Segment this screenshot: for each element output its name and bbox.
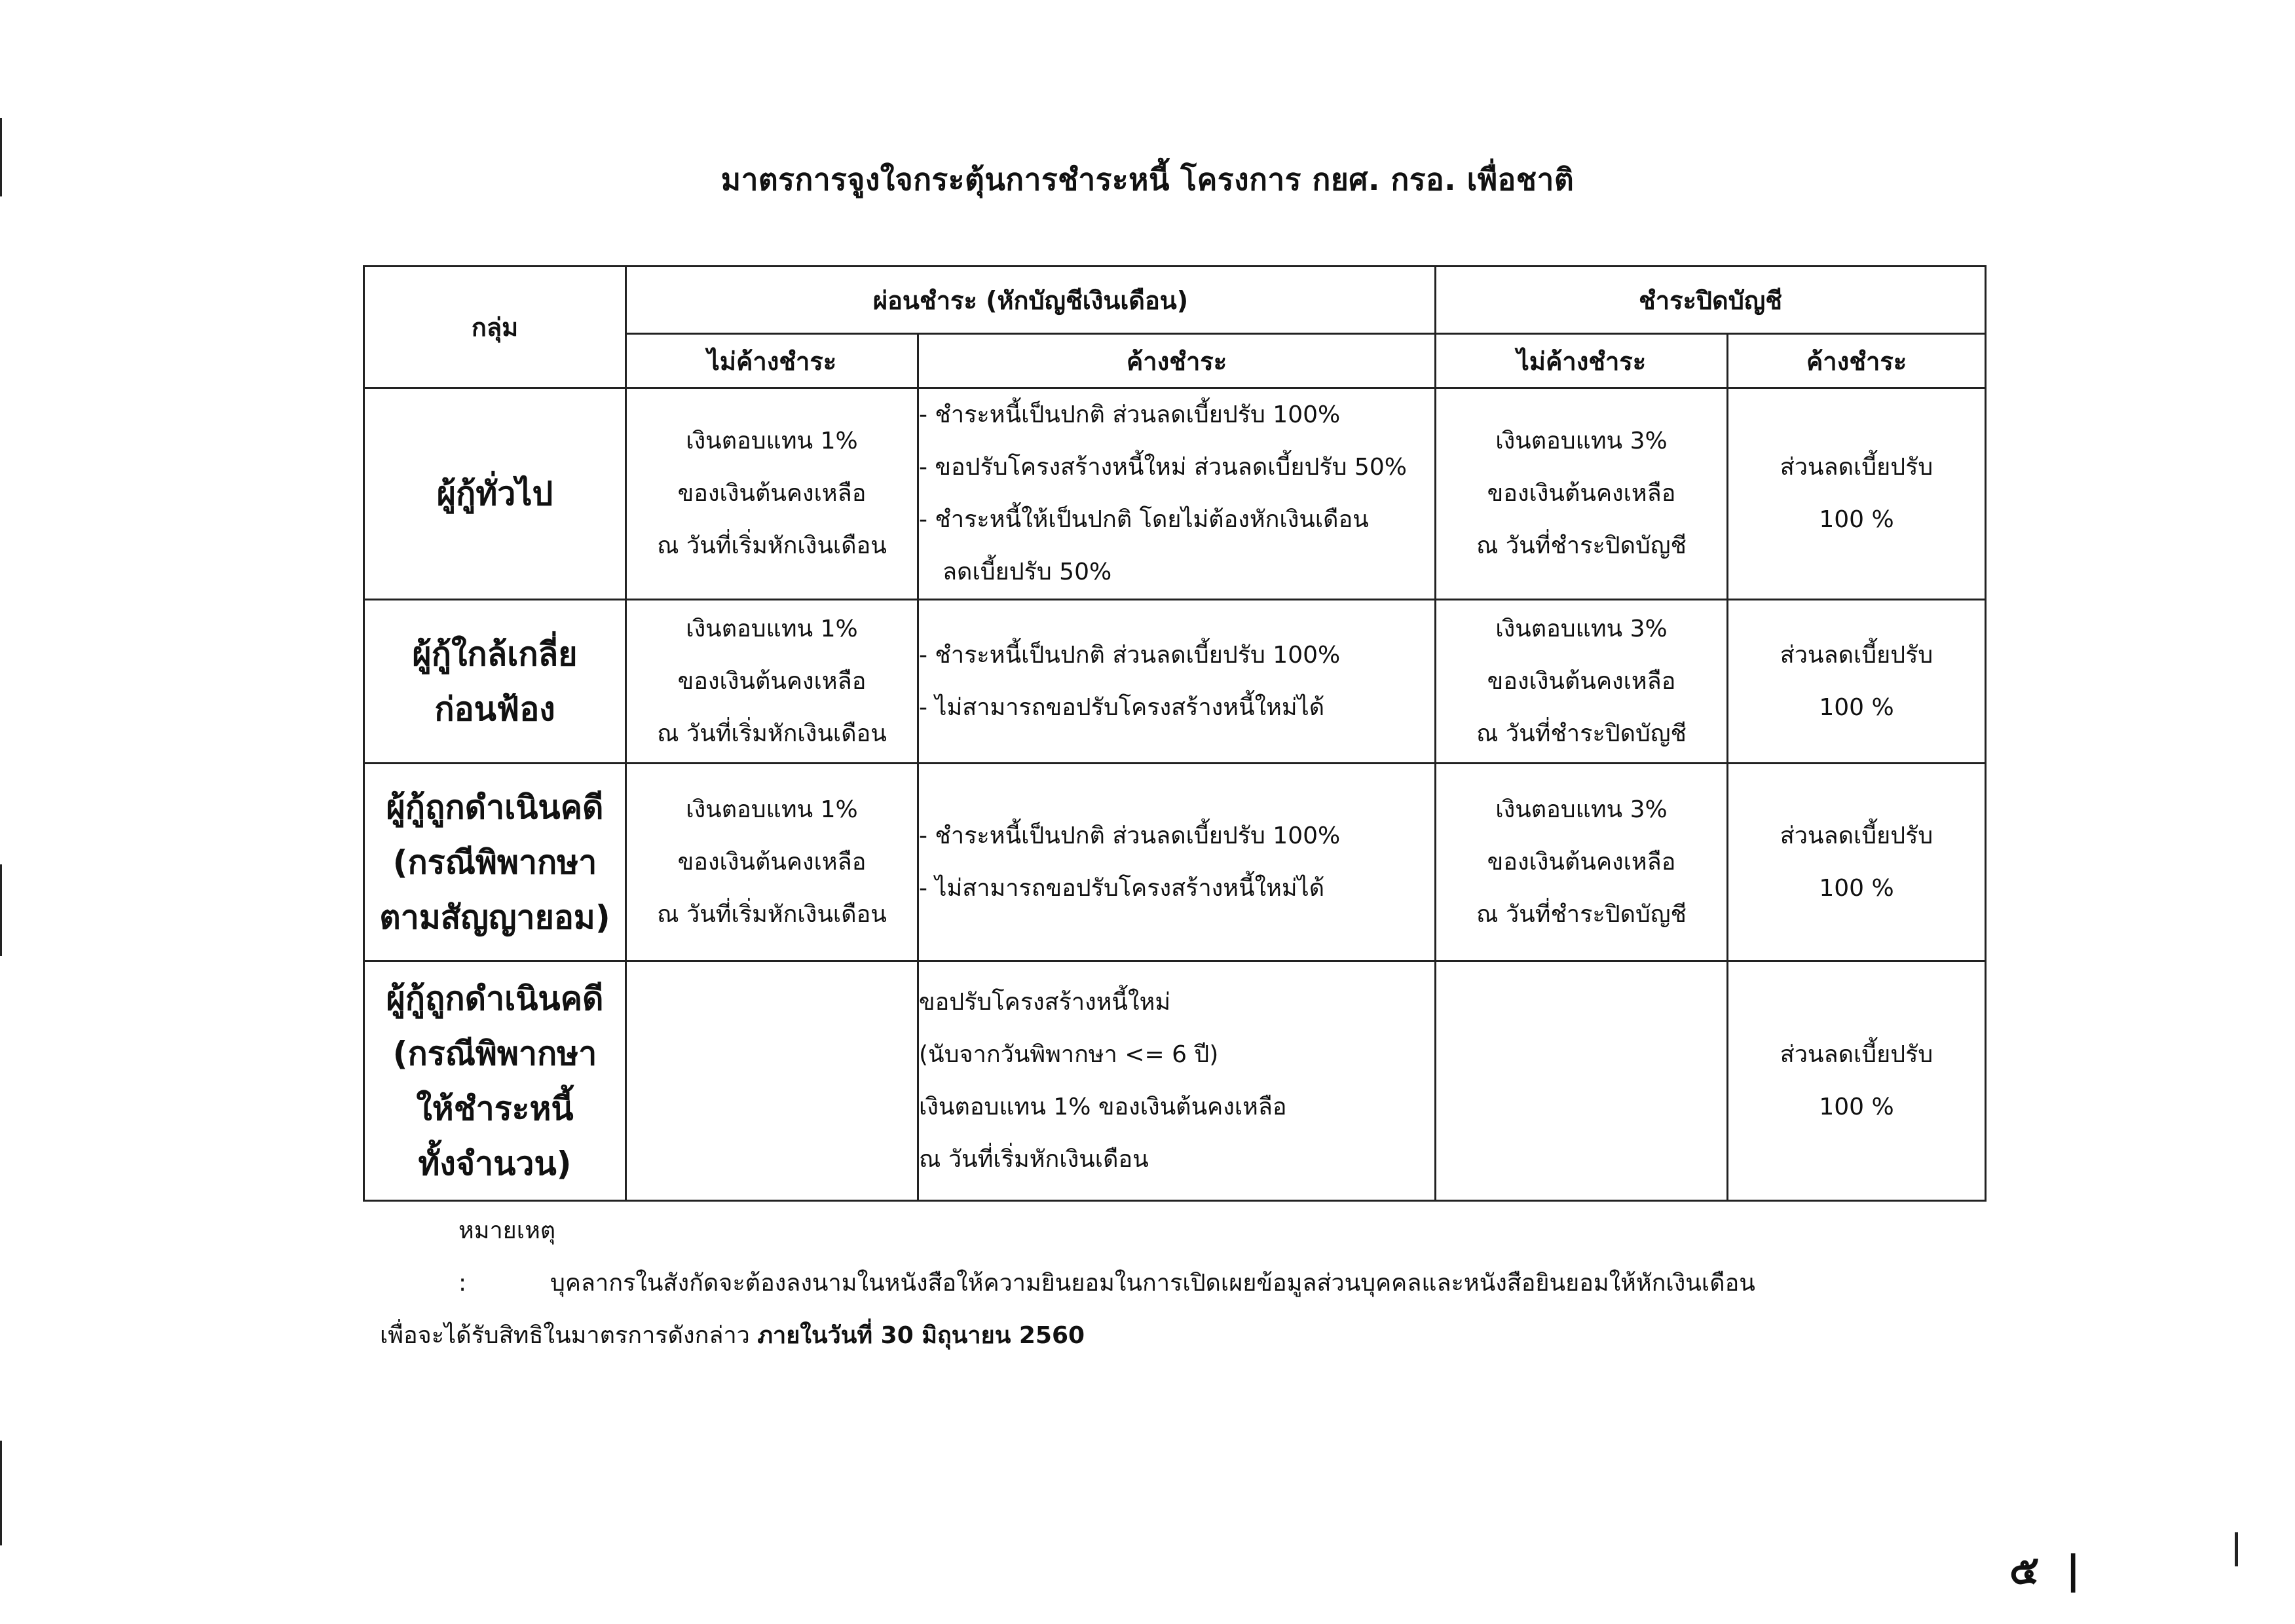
- cell-line: - ชำระหนี้ให้เป็นปกติ โดยไม่ต้องหักเงินเดือน: [919, 506, 1369, 533]
- cell-line: เงินตอบแทน 3%: [1495, 796, 1668, 823]
- close-overdue-cell: [1728, 600, 1986, 764]
- page-number: ๕ |: [2009, 1547, 2087, 1593]
- close-not-overdue-cell: [1436, 600, 1728, 764]
- scan-edge-mark: [0, 118, 2, 196]
- cell-line: ณ วันที่ชำระปิดบัญชี: [1476, 720, 1687, 747]
- cell-line: ส่วนลดเบี้ยปรับ: [1780, 454, 1933, 481]
- footnote-text-1: บุคลากรในสังกัดจะต้องลงนามในหนังสือให้ความยินยอมในการเปิดเผยข้อมูลส่วนบุคคลและหนังสือยินยอมให้หักเงินเดือน: [550, 1270, 1755, 1297]
- cell-line: - ชำระหนี้เป็นปกติ ส่วนลดเบี้ยปรับ 100%: [919, 401, 1341, 428]
- installment-not-overdue-cell: [626, 600, 918, 764]
- measures-table: [363, 265, 1987, 1202]
- header-installment: ผ่อนชำระ (หักบัญชีเงินเดือน): [626, 267, 1436, 334]
- cell-line: ของเงินต้นคงเหลือ: [677, 667, 867, 695]
- table-row: [364, 961, 1986, 1201]
- footnote-deadline: ภายในวันที่ 30 มิถุนายน 2560: [757, 1322, 1085, 1349]
- group-cell: [364, 388, 626, 600]
- installment-overdue-cell: [918, 961, 1436, 1201]
- close-overdue-cell: [1728, 764, 1986, 961]
- cell-line: ส่วนลดเบี้ยปรับ: [1780, 1041, 1933, 1068]
- cell-line: - ชำระหนี้เป็นปกติ ส่วนลดเบี้ยปรับ 100%: [919, 641, 1341, 669]
- group-label: (กรณีพิพากษา: [392, 1034, 597, 1073]
- header-group: กลุ่ม: [364, 267, 626, 388]
- group-cell: [364, 961, 626, 1201]
- header-installment-not-overdue: ไม่ค้างชำระ: [626, 334, 918, 388]
- cell-line: ณ วันที่ชำระปิดบัญชี: [1476, 900, 1687, 928]
- cell-line: ลดเบี้ยปรับ 50%: [942, 559, 1112, 585]
- close-overdue-cell: [1728, 961, 1986, 1201]
- group-cell: [364, 764, 626, 961]
- group-label: ผู้กู้ใกล้เกลี่ย: [412, 635, 578, 673]
- table-row: [364, 388, 1986, 600]
- cell-line: เงินตอบแทน 3%: [1495, 428, 1668, 454]
- close-not-overdue-cell: [1436, 388, 1728, 600]
- group-label: ให้ชำระหนี้: [416, 1089, 574, 1128]
- close-not-overdue-cell-empty: [1436, 961, 1728, 1201]
- scan-edge-mark: [0, 864, 2, 956]
- cell-line: ณ วันที่เริ่มหักเงินเดือน: [919, 1145, 1149, 1173]
- installment-not-overdue-cell: [626, 388, 918, 600]
- cell-line: 100 %: [1819, 1093, 1894, 1120]
- cell-line: (นับจากวันพิพากษา <= 6 ปี): [919, 1041, 1219, 1068]
- cell-line: 100 %: [1819, 506, 1894, 533]
- scan-edge-mark: [0, 1441, 2, 1545]
- cell-line: - ชำระหนี้เป็นปกติ ส่วนลดเบี้ยปรับ 100%: [919, 822, 1341, 849]
- cell-line: เงินตอบแทน 1%: [686, 615, 858, 642]
- cell-line: 100 %: [1819, 874, 1894, 902]
- cell-line: 100 %: [1819, 693, 1894, 721]
- installment-not-overdue-cell: [626, 764, 918, 961]
- footnote-text-2: เพื่อจะได้รับสิทธิในมาตรการดังกล่าว: [380, 1322, 750, 1349]
- cell-line: - ไม่สามารถขอปรับโครงสร้างหนี้ใหม่ได้: [919, 874, 1325, 902]
- group-label: ทั้งจำนวน): [418, 1144, 572, 1183]
- footnote: [380, 1205, 1991, 1362]
- group-label: ผู้กู้ทั่วไป: [436, 475, 553, 513]
- cell-line: ณ วันที่เริ่มหักเงินเดือน: [657, 532, 887, 559]
- cell-line: ของเงินต้นคงเหลือ: [1487, 667, 1676, 695]
- installment-overdue-cell: [918, 764, 1436, 961]
- cell-line: เงินตอบแทน 1%: [686, 796, 858, 823]
- header-installment-overdue: ค้างชำระ: [918, 334, 1436, 388]
- table-row: [364, 600, 1986, 764]
- cell-line: เงินตอบแทน 3%: [1495, 615, 1668, 642]
- cell-line: ณ วันที่เริ่มหักเงินเดือน: [657, 900, 887, 928]
- footnote-line-1: [380, 1205, 1991, 1310]
- cell-line: ของเงินต้นคงเหลือ: [1487, 480, 1676, 507]
- group-label: ก่อนฟ้อง: [434, 690, 555, 728]
- cell-line: ณ วันที่ชำระปิดบัญชี: [1476, 532, 1687, 559]
- cell-line: เงินตอบแทน 1% ของเงินต้นคงเหลือ: [919, 1093, 1287, 1120]
- header-close-not-overdue: ไม่ค้างชำระ: [1436, 334, 1728, 388]
- cell-line: - ขอปรับโครงสร้างหนี้ใหม่ ส่วนลดเบี้ยปรับ 50%: [919, 454, 1407, 481]
- close-not-overdue-cell: [1436, 764, 1728, 961]
- group-label: ผู้กู้ถูกดำเนินคดี: [386, 788, 604, 826]
- header-close-account: ชำระปิดบัญชี: [1436, 267, 1986, 334]
- cell-line: ของเงินต้นคงเหลือ: [677, 480, 867, 507]
- installment-overdue-cell: [918, 600, 1436, 764]
- group-cell: [364, 600, 626, 764]
- cell-line: - ไม่สามารถขอปรับโครงสร้างหนี้ใหม่ได้: [919, 693, 1325, 721]
- scan-edge-mark: [2235, 1532, 2238, 1566]
- cell-line: ส่วนลดเบี้ยปรับ: [1780, 641, 1933, 669]
- header-close-overdue: ค้างชำระ: [1728, 334, 1986, 388]
- group-label: (กรณีพิพากษา: [392, 843, 597, 881]
- cell-line: เงินตอบแทน 1%: [686, 428, 858, 454]
- footnote-label: หมายเหตุ :: [458, 1217, 556, 1297]
- installment-overdue-cell: [918, 388, 1436, 600]
- page-title: มาตรการจูงใจกระตุ้นการชำระหนี้ โครงการ กยศ. กรอ. เพื่อชาติ: [720, 162, 1575, 197]
- group-label: ตามสัญญายอม): [379, 898, 610, 936]
- footnote-line-2: [380, 1310, 1991, 1362]
- group-label: ผู้กู้ถูกดำเนินคดี: [386, 979, 604, 1018]
- close-overdue-cell: [1728, 388, 1986, 600]
- table-row: [364, 764, 1986, 961]
- cell-line: ส่วนลดเบี้ยปรับ: [1780, 822, 1933, 849]
- installment-not-overdue-cell-empty: [626, 961, 918, 1201]
- cell-line: ณ วันที่เริ่มหักเงินเดือน: [657, 720, 887, 747]
- cell-line: ขอปรับโครงสร้างหนี้ใหม่: [919, 988, 1171, 1016]
- cell-line: ของเงินต้นคงเหลือ: [1487, 848, 1676, 876]
- cell-line: ของเงินต้นคงเหลือ: [677, 848, 867, 876]
